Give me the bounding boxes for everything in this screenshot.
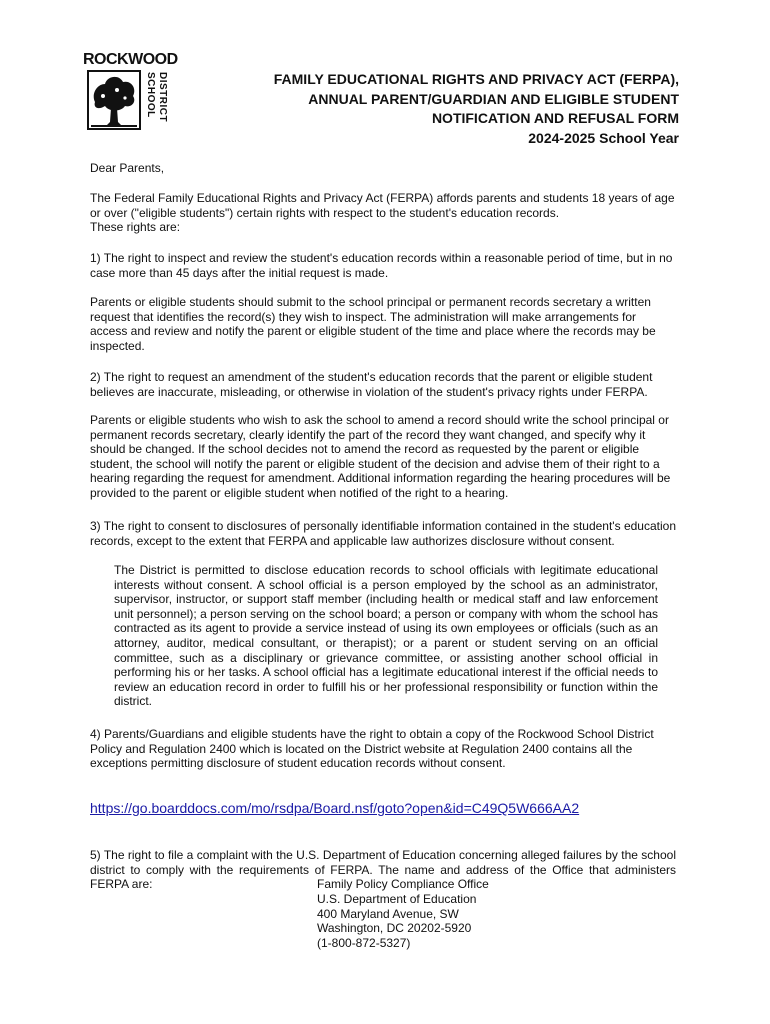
- ferpa-office-address: [317, 877, 489, 951]
- title-line-2: ANNUAL PARENT/GUARDIAN AND ELIGIBLE STUDENT: [308, 90, 679, 107]
- logo-name: ROCKWOOD: [83, 51, 178, 68]
- right-2: 2) The right to request an amendment of the student's education records that the parent or eligible student believes are inaccurate, misleading, or otherwise in violation of the student's privacy rights under FERPA.: [90, 370, 653, 399]
- right-3-detail: The District is permitted to disclose education records to school officials with legitimate educational interests without consent. A school official is a person employed by the school as an administrator, supervisor, instructor, or support staff member (including health or medical staff and law enforcement unit personnel); a person serving on the school board; a person or company with whom the school has contracted as its agent to provide a service instead of using its own employees or officials (such as an attorney, auditor, medical consultant, or therapist); or a parent or student serving on an official committee, such as a disciplinary or grievance committee, or assisting another school official in performing his or her tasks. A school official has a legitimate educational interest if the official needs to review an education record in order to fulfill his or her professional responsibility or function within the district.: [114, 563, 658, 709]
- intro-rights-label: These rights are:: [90, 220, 181, 234]
- address-line-2: U.S. Department of Education: [317, 891, 477, 906]
- address-line-1: Family Policy Compliance Office: [317, 877, 489, 891]
- right-2-detail: Parents or eligible students who wish to ask the school to amend a record should write the school principal or permanent records secretary, clearly identify the part of the record they want changed, and specify why it should be changed. If the school decides not to amend the record as requested by the parent or eligible student, the school will notify the parent or eligible student of the decision and advise them of their right to a hearing regarding the request for amendment. Additional information regarding the hearing procedures will be provided to the parent or eligible student when notified of the right to a hearing.: [90, 413, 671, 500]
- district-logo: [83, 51, 178, 132]
- logo-district-text: DISTRICT: [157, 72, 168, 123]
- tree-icon: [87, 70, 141, 130]
- school-year: 2024-2025 School Year: [528, 129, 679, 146]
- right-1: 1) The right to inspect and review the student's education records within a reasonable period of time, but in no case more than 45 days after the initial request is made.: [90, 251, 673, 280]
- right-5: 5) The right to file a complaint with the U.S. Department of Education concerning alleged failures by the school district to comply with the requirements of FERPA. The name and address of the Office that administers FERPA are:: [90, 848, 676, 892]
- logo-school-text: SCHOOL: [145, 72, 156, 118]
- right-4: 4) Parents/Guardians and eligible students have the right to obtain a copy of the Rockwood School District Policy and Regulation 2400 which is located on the District website at Regulation 2400 contains all the exceptions permitting disclosure of student education records without consent.: [90, 727, 654, 771]
- address-line-3: 400 Maryland Avenue, SW: [317, 906, 459, 921]
- right-3: 3) The right to consent to disclosures of personally identifiable information contained in the student's education records, except to the extent that FERPA and applicable law authorizes disclosure without consent.: [90, 519, 676, 548]
- right-1-detail: Parents or eligible students should submit to the school principal or permanent records secretary a written request that identifies the record(s) they wish to inspect. The administration will make arrangements for access and review and notify the parent or eligible student of the time and place where the records may be inspected.: [90, 295, 656, 353]
- address-phone: (1-800-872-5327): [317, 936, 411, 951]
- intro-paragraph: The Federal Family Educational Rights and Privacy Act (FERPA) affords parents and students 18 years of age or over ("eligible students") certain rights with respect to the student's education records.: [90, 191, 675, 220]
- greeting: Dear Parents,: [90, 161, 165, 175]
- title-line-1: FAMILY EDUCATIONAL RIGHTS AND PRIVACY ACT (FERPA),: [273, 71, 679, 87]
- document-title: [199, 70, 679, 148]
- policy-link[interactable]: https://go.boarddocs.com/mo/rsdpa/Board.nsf/goto?open&id=C49Q5W666AA2: [90, 800, 580, 816]
- title-line-3: NOTIFICATION AND REFUSAL FORM: [431, 110, 679, 126]
- address-line-4: Washington, DC 20202-5920: [317, 921, 472, 936]
